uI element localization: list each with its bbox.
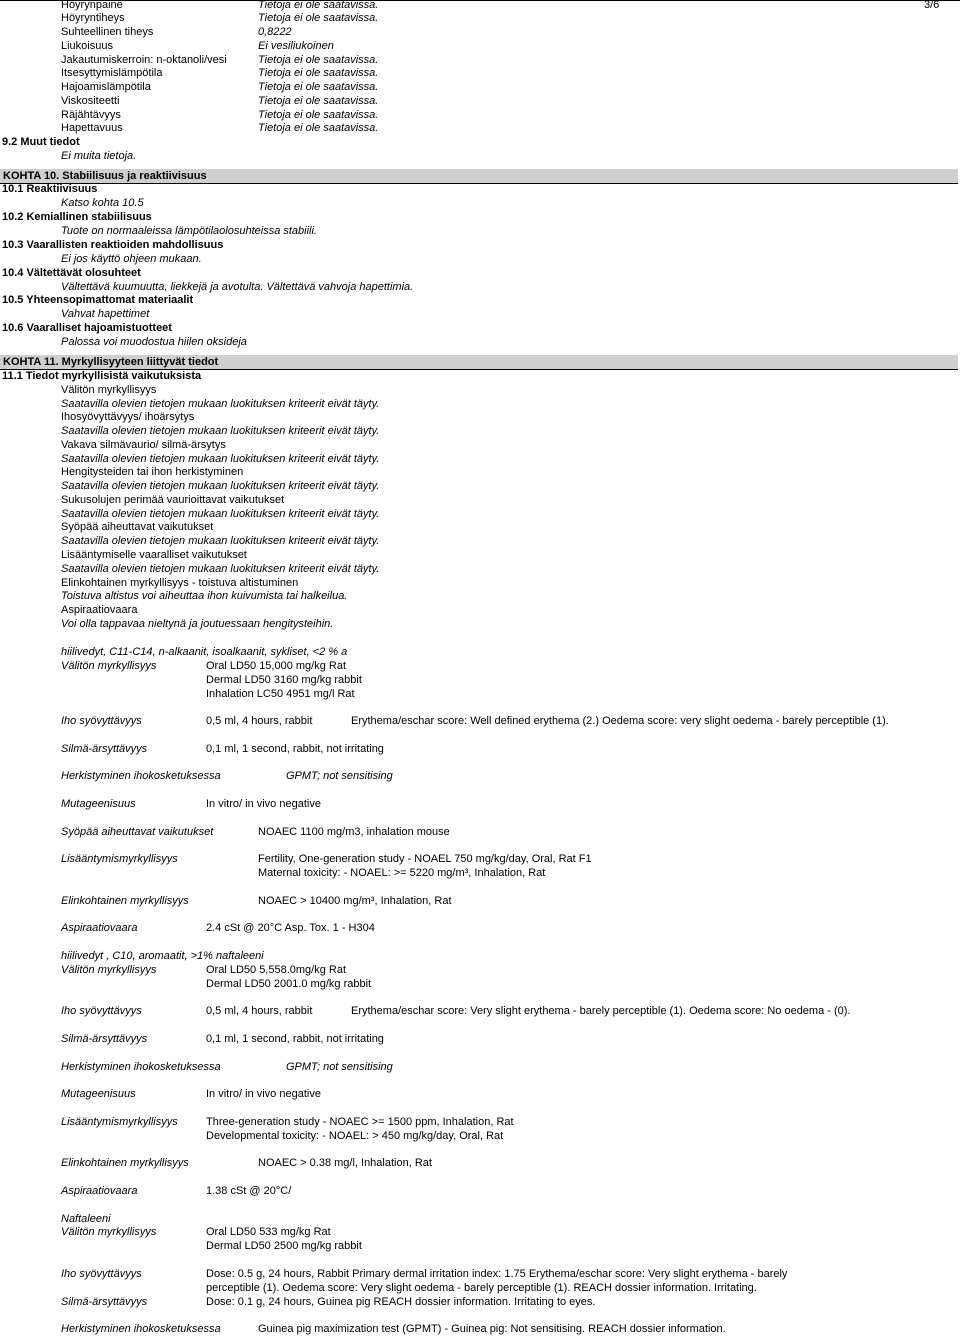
tox-value: Oral LD50 15,000 mg/kg Rat [206, 660, 347, 672]
property-label: Suhteellinen tiheys [61, 26, 154, 38]
subsection-heading: 10.6 Vaaralliset hajoamistuotteet [2, 322, 172, 334]
tox-value: Three-generation study - NOAEC >= 1500 ppm, Inhalation, Rat [206, 1116, 514, 1128]
tox-value: NOAEC > 10400 mg/m³, Inhalation, Rat [258, 895, 452, 907]
effect-text: Saatavilla olevien tietojen mukaan luokituksen kriteerit eivät täyty. [61, 535, 380, 547]
tox-value: Oral LD50 533 mg/kg Rat [206, 1226, 331, 1238]
effect-label: Välitön myrkyllisyys [61, 384, 157, 396]
tox-value: 0,1 ml, 1 second, rabbit, not irritating [206, 743, 384, 755]
tox-label: Silmä-ärsyttävyys [61, 1296, 148, 1308]
effect-label: Hengitysteiden tai ihon herkistyminen [61, 466, 244, 478]
property-label: Hapettavuus [61, 122, 123, 134]
tox-label: Mutageenisuus [61, 798, 136, 810]
property-value: Tietoja ei ole saatavissa. [258, 12, 379, 24]
substance-name: hiilivedyt, C11-C14, n-alkaanit, isoalkaanit, sykliset, <2 % a [61, 646, 348, 658]
top-rule [0, 0, 960, 1]
effect-label: Sukusolujen perimää vaurioittavat vaikutukset [61, 494, 285, 506]
tox-value: 1.38 cSt @ 20°C/ [206, 1185, 292, 1197]
subsection-heading: 9.2 Muut tiedot [2, 136, 80, 148]
effect-text: Saatavilla olevien tietojen mukaan luokituksen kriteerit eivät täyty. [61, 508, 380, 520]
tox-value: Erythema/eschar score: Well defined erythema (2.) Oedema score: very slight oedema - barely perceptible (1). [351, 715, 889, 727]
tox-value: 0,5 ml, 4 hours, rabbit [206, 715, 313, 727]
tox-value: 0,5 ml, 4 hours, rabbit [206, 1005, 313, 1017]
tox-value: In vitro/ in vivo negative [206, 1088, 321, 1100]
tox-value: Guinea pig maximization test (GPMT) - Guinea pig: Not sensitising. REACH dossier information. [258, 1323, 726, 1335]
effect-text: Toistuva altistus voi aiheuttaa ihon kuivumista tai halkeilua. [61, 590, 348, 602]
subsection-heading: 10.4 Vältettävät olosuhteet [2, 267, 141, 279]
property-label: Höyrynpaine [61, 0, 123, 11]
page-number: 3/6 [924, 0, 940, 11]
effect-label: Aspiraatiovaara [61, 604, 138, 616]
property-value: Tietoja ei ole saatavissa. [258, 67, 379, 79]
tox-value: GPMT; not sensitising [286, 770, 393, 782]
effect-text: Saatavilla olevien tietojen mukaan luokituksen kriteerit eivät täyty. [61, 563, 380, 575]
tox-label: Herkistyminen ihokosketuksessa [61, 1061, 221, 1073]
tox-label: Silmä-ärsyttävyys [61, 743, 148, 755]
subsection-heading: 10.2 Kemiallinen stabiilisuus [2, 211, 152, 223]
tox-value: Erythema/eschar score: Very slight erythema - barely perceptible (1). Oedema score: No oedema - (0). [351, 1005, 851, 1017]
tox-label: Aspiraatiovaara [61, 1185, 138, 1197]
substance-name: hiilivedyt , C10, aromaatit, >1% naftaleeni [61, 950, 264, 962]
subsection-text: Ei muita tietoja. [61, 150, 137, 162]
tox-value: Maternal toxicity: - NOAEL: >= 5220 mg/m³, Inhalation, Rat [258, 867, 546, 879]
property-label: Räjähtävyys [61, 109, 121, 121]
property-label: Itsesyttymislämpötila [61, 67, 163, 79]
tox-label: Välitön myrkyllisyys [61, 964, 157, 976]
section-11-header [0, 355, 958, 370]
subsection-text: Vältettävä kuumuutta, liekkejä ja avotulta. Vältettävä vahvoja hapettimia. [61, 281, 414, 293]
tox-value: Dose: 0.1 g, 24 hours, Guinea pig REACH dossier information. Irritating to eyes. [206, 1296, 596, 1308]
property-label: Jakautumiskerroin: n-oktanoli/vesi [61, 54, 227, 66]
effect-text: Saatavilla olevien tietojen mukaan luokituksen kriteerit eivät täyty. [61, 480, 380, 492]
subsection-text: Katso kohta 10.5 [61, 197, 144, 209]
property-value: Tietoja ei ole saatavissa. [258, 122, 379, 134]
section-10-header [0, 169, 958, 184]
tox-value: Dermal LD50 2001.0 mg/kg rabbit [206, 978, 372, 990]
subsection-heading: 11.1 Tiedot myrkyllisistä vaikutuksista [2, 370, 202, 382]
tox-label: Elinkohtainen myrkyllisyys [61, 895, 189, 907]
property-value: Tietoja ei ole saatavissa. [258, 81, 379, 93]
subsection-text: Vahvat hapettimet [61, 308, 150, 320]
subsection-text: Palossa voi muodostua hiilen oksideja [61, 336, 247, 348]
subsection-text: Tuote on normaaleissa lämpötilaolosuhteissa stabiili. [61, 225, 317, 237]
property-label: Liukoisuus [61, 40, 113, 52]
effect-text: Saatavilla olevien tietojen mukaan luokituksen kriteerit eivät täyty. [61, 398, 380, 410]
tox-value: In vitro/ in vivo negative [206, 798, 321, 810]
tox-value: 2.4 cSt @ 20°C Asp. Tox. 1 - H304 [206, 922, 375, 934]
tox-value: Fertility, One-generation study - NOAEL 750 mg/kg/day, Oral, Rat F1 [258, 853, 592, 865]
property-value: Tietoja ei ole saatavissa. [258, 54, 379, 66]
property-value: Ei vesiliukoinen [258, 40, 334, 52]
tox-value: Dose: 0.5 g, 24 hours, Rabbit Primary dermal irritation index: 1.75 Erythema/eschar score: Very slight erythema - barely [206, 1268, 788, 1280]
tox-label: Herkistyminen ihokosketuksessa [61, 1323, 221, 1335]
property-value: Tietoja ei ole saatavissa. [258, 95, 379, 107]
tox-label: Syöpää aiheuttavat vaikutukset [61, 826, 214, 838]
effect-label: Lisääntymiselle vaaralliset vaikutukset [61, 549, 247, 561]
tox-value: 0,1 ml, 1 second, rabbit, not irritating [206, 1033, 384, 1045]
property-value: Tietoja ei ole saatavissa. [258, 0, 379, 11]
tox-label: Iho syövyttävyys [61, 1005, 142, 1017]
subsection-text: Ei jos käyttö ohjeen mukaan. [61, 253, 202, 265]
tox-value: Oral LD50 5,558.0mg/kg Rat [206, 964, 347, 976]
effect-text: Saatavilla olevien tietojen mukaan luokituksen kriteerit eivät täyty. [61, 425, 380, 437]
subsection-heading: 10.1 Reaktiivisuus [2, 183, 98, 195]
tox-value: perceptible (1). Oedema score: Very slight oedema - barely perceptible (1). REACH dossier information. Irritating. [206, 1282, 757, 1294]
section-title: KOHTA 11. Myrkyllisyyteen liittyvät tiedot [3, 356, 219, 368]
tox-value: GPMT; not sensitising [286, 1061, 393, 1073]
tox-value: NOAEC > 0.38 mg/l, Inhalation, Rat [258, 1157, 432, 1169]
tox-label: Välitön myrkyllisyys [61, 660, 157, 672]
tox-label: Lisääntymismyrkyllisyys [61, 853, 178, 865]
section-title: KOHTA 10. Stabiilisuus ja reaktiivisuus [3, 170, 207, 182]
property-label: Höyryntiheys [61, 12, 125, 24]
tox-label: Silmä-ärsyttävyys [61, 1033, 148, 1045]
tox-value: Inhalation LC50 4951 mg/l Rat [206, 688, 355, 700]
property-value: Tietoja ei ole saatavissa. [258, 109, 379, 121]
effect-label: Ihosyövyttävyys/ ihoärsytys [61, 411, 195, 423]
subsection-heading: 10.5 Yhteensopimattomat materiaalit [2, 294, 194, 306]
tox-label: Iho syövyttävyys [61, 715, 142, 727]
effect-text: Voi olla tappavaa nieltynä ja joutuessaan hengitysteihin. [61, 618, 334, 630]
effect-label: Syöpää aiheuttavat vaikutukset [61, 521, 214, 533]
tox-value: NOAEC 1100 mg/m3, inhalation mouse [258, 826, 450, 838]
tox-label: Mutageenisuus [61, 1088, 136, 1100]
tox-value: Dermal LD50 3160 mg/kg rabbit [206, 674, 362, 686]
tox-label: Lisääntymismyrkyllisyys [61, 1116, 178, 1128]
effect-label: Elinkohtainen myrkyllisyys - toistuva altistuminen [61, 577, 299, 589]
tox-label: Aspiraatiovaara [61, 922, 138, 934]
substance-name: Naftaleeni [61, 1213, 111, 1225]
tox-label: Elinkohtainen myrkyllisyys [61, 1157, 189, 1169]
property-label: Viskositeetti [61, 95, 120, 107]
effect-text: Saatavilla olevien tietojen mukaan luokituksen kriteerit eivät täyty. [61, 453, 380, 465]
tox-label: Välitön myrkyllisyys [61, 1226, 157, 1238]
subsection-heading: 10.3 Vaarallisten reaktioiden mahdollisuus [2, 239, 224, 251]
property-label: Hajoamislämpötila [61, 81, 151, 93]
tox-value: Dermal LD50 2500 mg/kg rabbit [206, 1240, 362, 1252]
tox-label: Iho syövyttävyys [61, 1268, 142, 1280]
tox-value: Developmental toxicity: - NOAEL: > 450 mg/kg/day, Oral, Rat [206, 1130, 504, 1142]
effect-label: Vakava silmävaurio/ silmä-ärsytys [61, 439, 226, 451]
property-value: 0,8222 [258, 26, 292, 38]
tox-label: Herkistyminen ihokosketuksessa [61, 770, 221, 782]
